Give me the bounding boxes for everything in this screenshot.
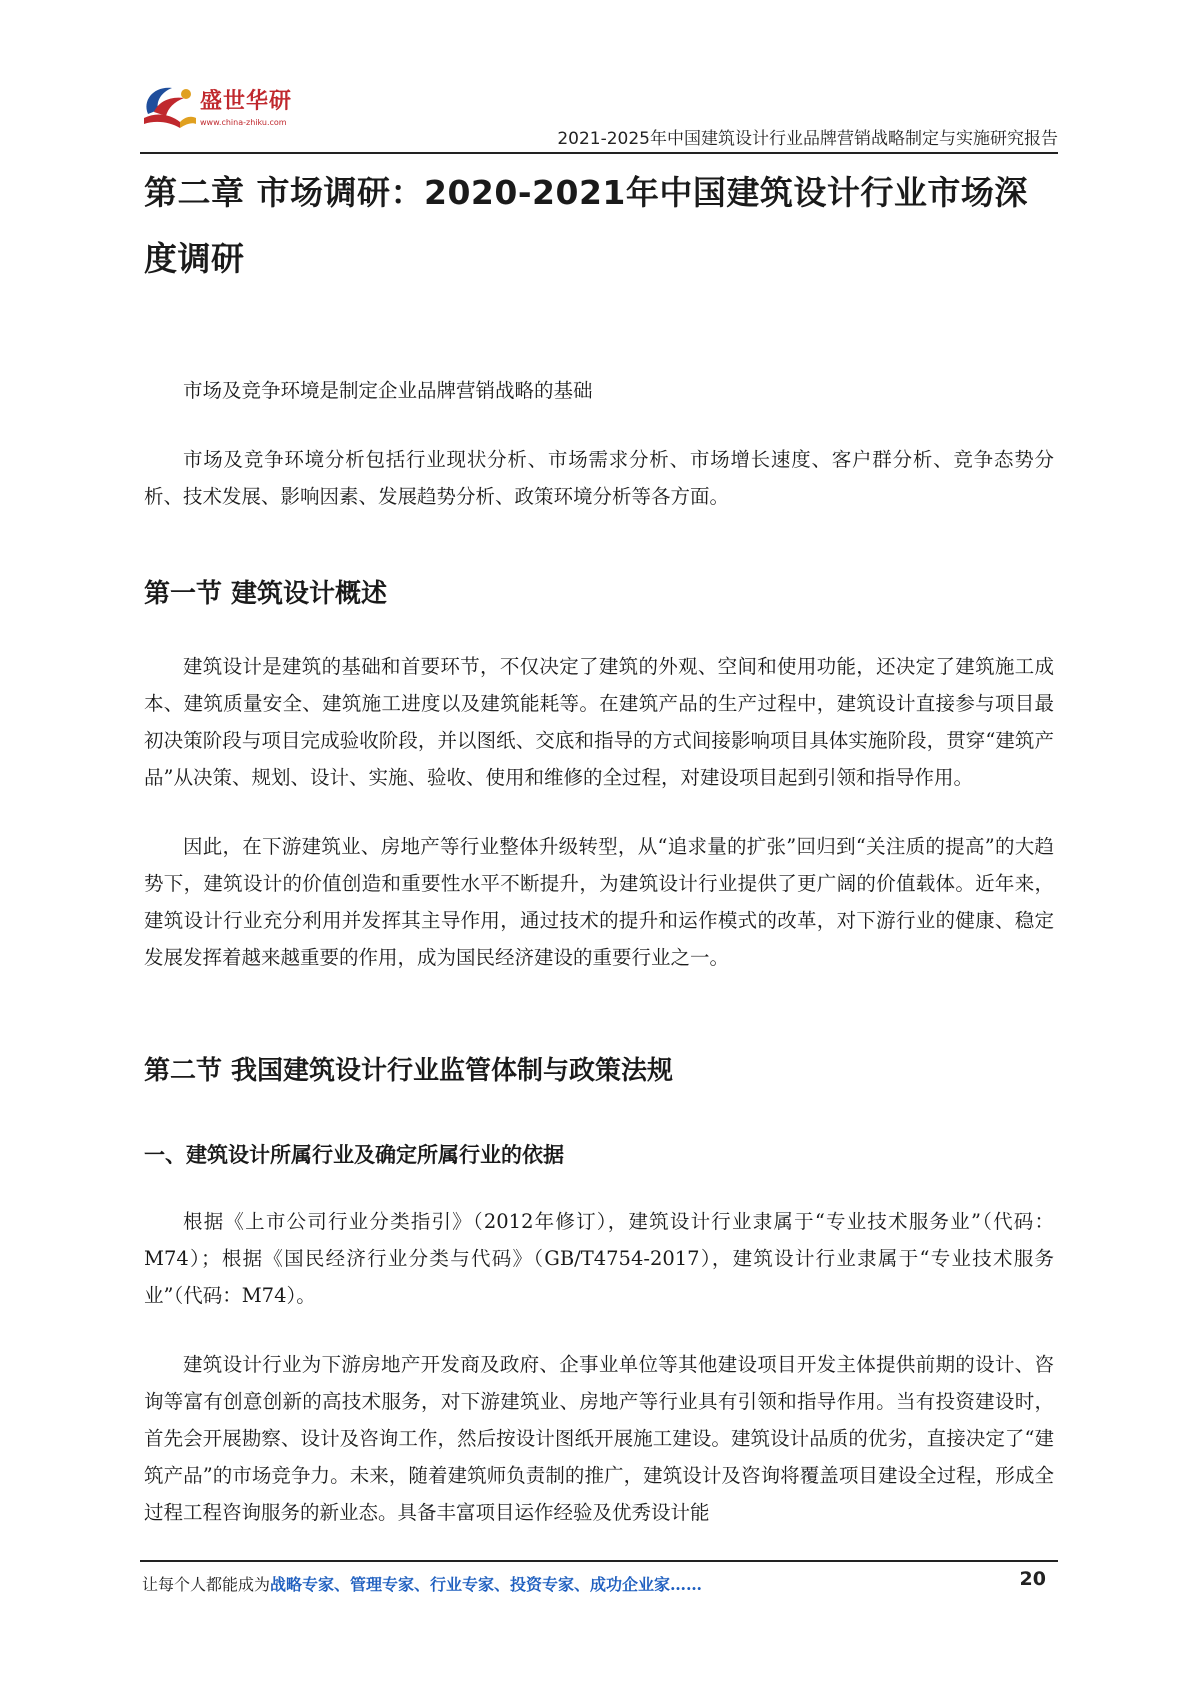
- header-divider: [140, 152, 1058, 154]
- body-paragraph: 建筑设计行业为下游房地产开发商及政府、企事业单位等其他建设项目开发主体提供前期的设计、咨询等富有创意创新的高技术服务，对下游建筑业、房地产等行业具有引领和指导作用。当有投资建设时，首先会开展勘察、设计及咨询工作，然后按设计图纸开展施工建设。建筑设计品质的优劣，直接决定了“建筑产品”的市场竞争力。未来，随着建筑师负责制的推广，建筑设计及咨询将覆盖项目建设全过程，形成全过程工程咨询服务的新业态。具备丰富项目运作经验及优秀设计能: [144, 1353, 1054, 1524]
- intro-paragraph: 市场及竞争环境是制定企业品牌营销战略的基础: [183, 379, 593, 402]
- page-number: 20: [1019, 1568, 1046, 1590]
- footer-slogan-highlight: 战略专家、管理专家、行业专家、投资专家、成功企业家……: [270, 1575, 703, 1594]
- subsection-title: 一、建筑设计所属行业及确定所属行业的依据: [144, 1143, 564, 1167]
- logo-name: 盛世华研: [200, 89, 293, 114]
- report-title: 2021-2025年中国建筑设计行业品牌营销战略制定与实施研究报告: [557, 129, 1058, 149]
- section-title: 第一节 建筑设计概述: [144, 579, 388, 609]
- footer-slogan: [142, 1572, 702, 1595]
- section-title: 第二节 我国建筑设计行业监管体制与政策法规: [144, 1056, 674, 1086]
- intro-paragraph: 市场及竞争环境分析包括行业现状分析、市场需求分析、市场增长速度、客户群分析、竞争态势分析、技术发展、影响因素、发展趋势分析、政策环境分析等各方面。: [144, 448, 1054, 508]
- body-paragraph: 建筑设计是建筑的基础和首要环节，不仅决定了建筑的外观、空间和使用功能，还决定了建筑施工成本、建筑质量安全、建筑施工进度以及建筑能耗等。在建筑产品的生产过程中，建筑设计直接参与项目最初决策阶段与项目完成验收阶段，并以图纸、交底和指导的方式间接影响项目具体实施阶段，贯穿“建筑产品”从决策、规划、设计、实施、验收、使用和维修的全过程，对建设项目起到引领和指导作用。: [144, 655, 1054, 789]
- logo-url: www.china-zhiku.com: [200, 118, 287, 127]
- body-paragraph: 根据《上市公司行业分类指引》（2012年修订），建筑设计行业隶属于“专业技术服务业”（代码：M74）；根据《国民经济行业分类与代码》（GB/T4754-2017），建筑设计行业隶属于“专业技术服务业”（代码：M74）。: [144, 1210, 1054, 1307]
- page-header: [140, 78, 1058, 148]
- page-content: [144, 160, 1054, 1531]
- company-logo: [140, 78, 340, 144]
- logo-emblem-icon: [140, 82, 198, 138]
- body-paragraph: 因此，在下游建筑业、房地产等行业整体升级转型，从“追求量的扩张”回归到“关注质的提高”的大趋势下，建筑设计的价值创造和重要性水平不断提升，为建筑设计行业提供了更广阔的价值载体。近年来，建筑设计行业充分利用并发挥其主导作用，通过技术的提升和运作模式的改革，对下游行业的健康、稳定发展发挥着越来越重要的作用，成为国民经济建设的重要行业之一。: [144, 835, 1054, 969]
- chapter-title: 第二章 市场调研：2020-2021年中国建筑设计行业市场深度调研: [144, 173, 1028, 278]
- footer-slogan-prefix: 让每个人都能成为: [142, 1575, 271, 1594]
- footer-divider: [140, 1560, 1058, 1562]
